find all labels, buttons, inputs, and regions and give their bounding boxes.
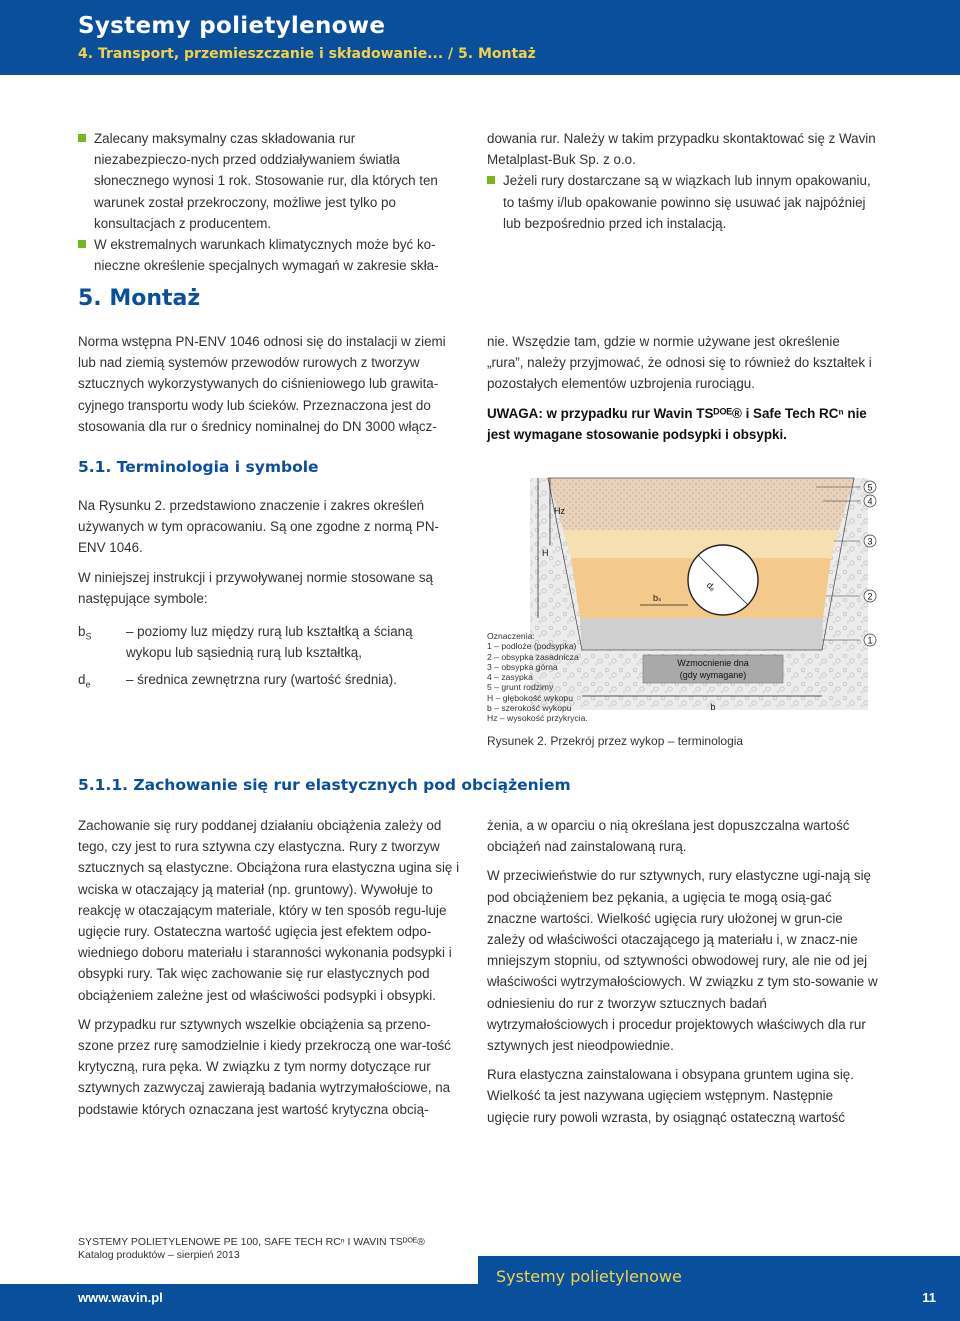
svg-text:2: 2 xyxy=(867,591,873,602)
header-subtitle: 4. Transport, przemieszczanie i składowanie... / 5. Montaż xyxy=(78,46,536,62)
figure-legend xyxy=(487,631,588,724)
section-5-1-1-left-p2: W przypadku rur sztywnych wszelkie obciążenia są przeno-szone przez rurę samodzielnie i kiedy przekroczą one war-tość krytyczną, rura pęka. W związku z tym normy dotyczące rur sztywnych zazwyczaj zawierają badania wytrzymałościowe, na podstawie których oznaczana jest wartość krytyczna obcią- xyxy=(78,1016,451,1117)
section-5-right-text: nie. Wszędzie tam, gdzie w normie używane jest określenie „rura”, należy przyjmować, że odnosi się to również do kształtek i pozostałych elementów uzbrojenia rurociągu. xyxy=(487,334,872,392)
section-5-1-heading: 5.1. Terminologia i symbole xyxy=(78,458,319,476)
label-de: dₑ xyxy=(704,579,718,593)
section-5-heading: 5. Montaż xyxy=(78,286,201,311)
bullet-extreme-climate: W ekstremalnych warunkach klimatycznych może być ko-nieczne określenie specjalnych wymagań w zakresie skła- xyxy=(78,234,450,276)
svg-text:1: 1 xyxy=(867,635,873,646)
warning-text: UWAGA: w przypadku rur Wavin TSᴰᴼᴱ® i Safe Tech RCⁿ nie jest wymagane stosowanie podsypki i obsypki. xyxy=(487,405,867,442)
section-5-right xyxy=(487,331,879,445)
bullet-storage-time: Zalecany maksymalny czas składowania rur niezabezpieczo-nych przed oddziaływaniem światła słonecznego wynosi 1 rok. Stosowanie rur, dla których ten warunek został przekroczony, możliwe jest tylko po konsultacjach z producentem. xyxy=(78,128,450,234)
legend-item: 5 – grunt rodzimy xyxy=(487,682,554,693)
top-right-column xyxy=(487,128,879,234)
top-left-column xyxy=(78,128,450,276)
section-5-1-text xyxy=(78,495,458,691)
label-bs: bₛ xyxy=(653,593,662,603)
legend-item: 3 – obsypka górna xyxy=(487,661,558,672)
continuation-text: dowania rur. Należy w takim przypadku skontaktować się z Wavin Metalplast-Buk Sp. z o.o. xyxy=(487,131,876,168)
website-link[interactable]: www.wavin.pl xyxy=(78,1290,163,1305)
section-5-1-1-heading: 5.1.1. Zachowanie się rur elastycznych pod obciążeniem xyxy=(78,776,571,794)
section-5-1-1-right-p3: Rura elastyczna zainstalowana i obsypana gruntem ugina się. Wielkość ta jest nazywana ugięciem wstępnym. Następnie ugięcie rury powoli wzrasta, by osiągnąć ostateczną wartość xyxy=(487,1067,854,1125)
legend-item: 4 – zasypka xyxy=(487,672,533,683)
legend-item: 2 – obsypka zasadnicza xyxy=(487,651,579,662)
legend-item: Hz – wysokość przykrycia. xyxy=(487,713,588,724)
symbol-de xyxy=(78,669,458,690)
fill-top-dots xyxy=(548,478,854,530)
label-b: b xyxy=(710,702,716,712)
legend-item: H – głębokość wykopu xyxy=(487,692,573,703)
symbol-bs-key: $b_S$ xyxy=(78,624,92,642)
section-5-1-1-right-p2: W przeciwieństwie do rur sztywnych, rury elastyczne ugi-nają się pod obciążeniem bez pękania, a ugięcia te mogą osią-gać znaczne wartości. Wielkość ugięcia rury ułożonej w grun-cie zależy od właściwości otaczającego ją materiału i, w znacz-nie mniejszym stopniu, od sztywności obwodowej rury, ale nie od jej właściwości wytrzymałościowych. W związku z tym sto-sowanie w odniesieniu do rur z tworzyw sztucznych badań wytrzymałościowych i procedur projektowych właściwych dla rur sztywnych jest nieodpowiednie. xyxy=(487,868,878,1054)
svg-text:4: 4 xyxy=(867,496,873,507)
bedding-layer xyxy=(580,618,823,650)
section-5-1-p1: Na Rysunku 2. przedstawiono znaczenie i zakres określeń używanych w tym opracowaniu. Są one zgodne z normą PN-ENV 1046. xyxy=(78,498,439,556)
section-5-1-1-left xyxy=(78,815,462,1120)
footer-catalog-date: Katalog produktów – sierpień 2013 xyxy=(78,1249,240,1261)
symbol-bs xyxy=(78,621,458,663)
figure-caption: Rysunek 2. Przekrój przez wykop – terminologia xyxy=(487,734,744,748)
footer-title-band xyxy=(478,1256,960,1321)
header-title: Systemy polietylenowe xyxy=(78,13,386,39)
section-5-left-text: Norma wstępna PN-ENV 1046 odnosi się do instalacji w ziemi lub nad ziemią systemów przewodów rurowych z tworzyw sztucznych wykorzystywanych do ciśnieniowego lub grawita-cyjnego transportu wody lub ścieków. Przeznaczona jest do stosowania dla rur o średnicy nominalnej do DN 3000 włącz- xyxy=(78,334,446,434)
footer-product-line: SYSTEMY POLIETYLENOWE PE 100, SAFE TECH RCⁿ I WAVIN TSᴰᴼᴱ® xyxy=(78,1236,425,1248)
reinforcement-label-2: (gdy wymagane) xyxy=(679,670,747,680)
legend-item: 1 – podłoże (podsypka) xyxy=(487,641,577,652)
footer-website-band xyxy=(0,1284,478,1321)
bullet-packaging: Jeżeli rury dostarczane są w wiązkach lub innym opakowaniu, to taśmy i/lub opakowanie powinno się usuwać jak najpóźniej lub bezpośrednio przed ich instalacją. xyxy=(487,170,879,234)
symbol-de-desc: – średnica zewnętrzna rury (wartość średnia). xyxy=(126,672,397,688)
section-5-left xyxy=(78,331,452,437)
section-5-1-1-left-p1: Zachowanie się rury poddanej działaniu obciążenia zależy od tego, czy jest to rura sztywna czy elastyczna. Rury z tworzyw sztucznych są elastyczne. Obciążona rura elastyczna ugina się i wciska w otaczający ją materiał (np. gruntowy). Wywołuje to reakcję w otaczającym materiale, który w ten sposób regu-luje ugięcie rury. Ostateczna wartość ugięcia jest efektem odpo-wiedniego doboru materiału i staranności wykonania podsypki i obsypki rury. Tak więc zachowanie się rur elastycznych pod obciążeniem zależne jest od właściwości podsypki i obsypki. xyxy=(78,818,460,1003)
reinforcement-label-1: Wzmocnienie dna xyxy=(677,658,749,668)
label-h: H xyxy=(542,548,549,558)
svg-text:3: 3 xyxy=(867,536,873,547)
legend-item: b – szerokość wykopu xyxy=(487,703,572,714)
page-number: 11 xyxy=(922,1290,936,1305)
svg-text:5: 5 xyxy=(867,482,873,493)
label-hz: Hz xyxy=(554,506,565,516)
page-header xyxy=(0,0,960,75)
section-5-1-1-right-p1: żenia, a w oparciu o nią określana jest dopuszczalna wartość obciążeń nad zainstalowaną rurą. xyxy=(487,818,850,855)
symbol-de-key: $d_e$ xyxy=(78,672,91,691)
symbol-bs-desc: – poziomy luz między rurą lub kształtką a ścianą wykopu lub sąsiednią rurą lub kształtką, xyxy=(126,624,413,661)
section-5-1-p2: W niniejszej instrukcji i przywoływanej normie stosowane są następujące symbole: xyxy=(78,569,433,606)
legend-title: Oznaczenia: xyxy=(487,631,535,641)
footer-title: Systemy polietylenowe xyxy=(496,1267,682,1286)
section-5-1-1-right xyxy=(487,815,879,1128)
footer-catalog-info xyxy=(78,1236,425,1262)
